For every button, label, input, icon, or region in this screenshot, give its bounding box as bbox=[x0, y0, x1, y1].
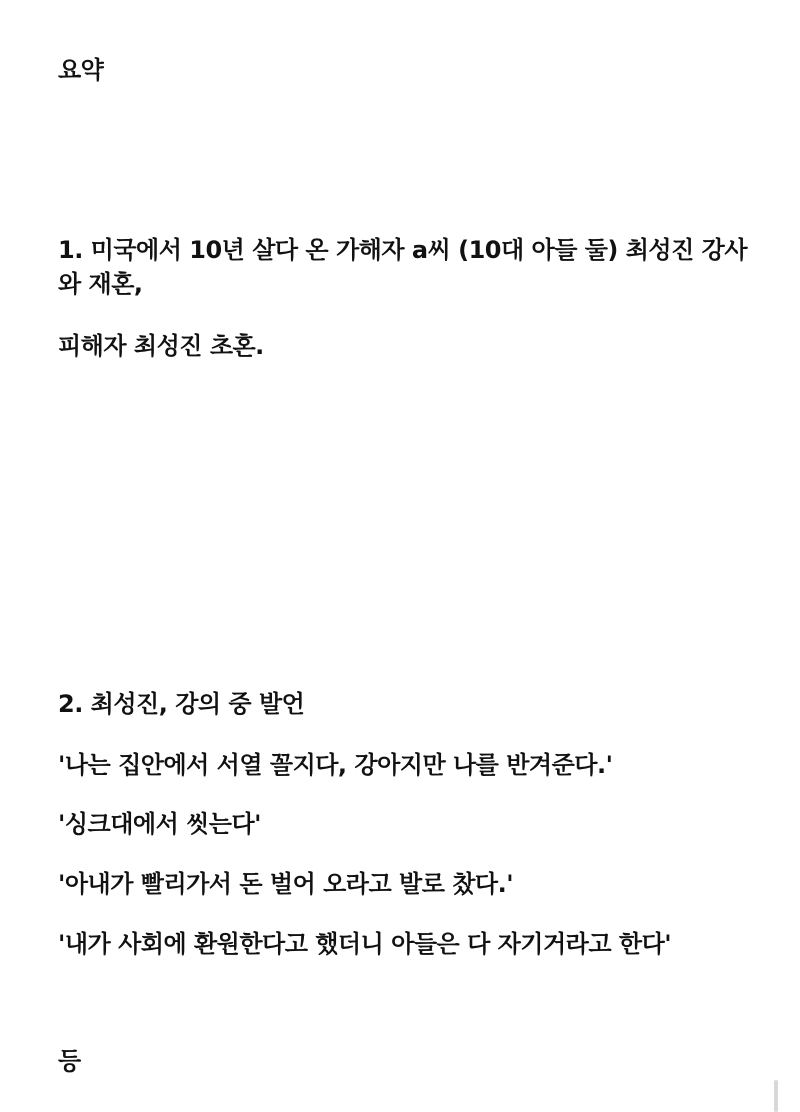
quote-1: '나는 집안에서 서열 꼴지다, 강아지만 나를 반겨준다.' bbox=[58, 751, 613, 779]
quote-4: '내가 사회에 환원한다고 했더니 아들은 다 자기거라고 한다' bbox=[58, 930, 672, 958]
quote-3: '아내가 빨리가서 돈 벌어 오라고 발로 찼다.' bbox=[58, 870, 514, 898]
item1-sub: 피해자 최성진 초혼. bbox=[58, 332, 264, 360]
scrollbar[interactable] bbox=[774, 1080, 778, 1112]
item2-title: 2. 최성진, 강의 중 발언 bbox=[58, 690, 305, 718]
item1-line1: 1. 미국에서 10년 살다 온 가해자 a씨 (10대 아들 둘) 최성진 강사 bbox=[58, 236, 748, 264]
ending-text: 등 bbox=[58, 1047, 81, 1075]
quote-2: '싱크대에서 씻는다' bbox=[58, 810, 262, 838]
summary-heading: 요약 bbox=[58, 56, 104, 84]
item1-line2: 와 재혼, bbox=[58, 270, 143, 298]
